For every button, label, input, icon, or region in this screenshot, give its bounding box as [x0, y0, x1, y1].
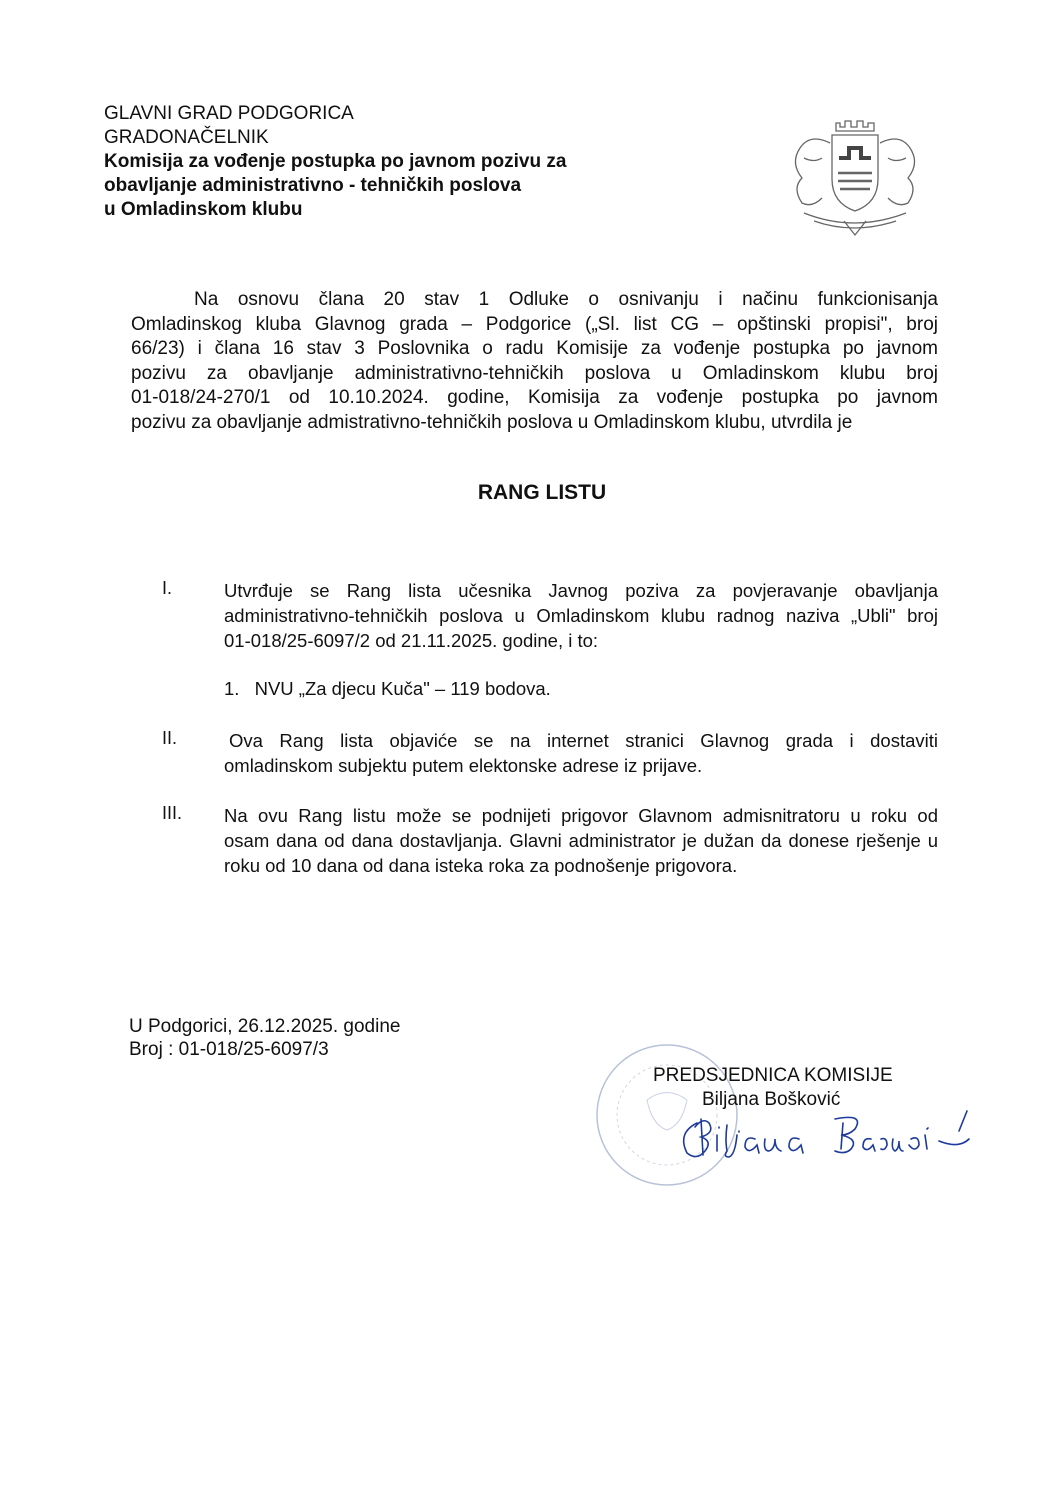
- intro-line: Na osnovu člana 20 stav 1 Odluke o osnivanju i načinu funkcionisanja: [194, 289, 938, 310]
- section-3: [224, 803, 938, 878]
- commission-name-line: u Omladinskom klubu: [104, 199, 303, 220]
- intro-line: pozivu za obavljanje administrativno-tehničkih poslova u Omladinskom klubu broj: [131, 362, 938, 384]
- section-line: administrativno-tehničkih poslova u Omladinskom klubu radnog naziva „Ubli" broj: [224, 605, 938, 626]
- section-1: [224, 578, 938, 653]
- ranking-number: 1.: [224, 678, 240, 699]
- section-line: Ova Rang lista objaviće se na internet stranici Glavnog grada i dostaviti: [229, 730, 938, 751]
- section-line: Utvrđuje se Rang lista učesnika Javnog poziva za povjeravanje obavljanja: [224, 580, 938, 601]
- section-numeral: I.: [162, 578, 173, 598]
- intro-line: 01-018/24-270/1 od 10.10.2024. godine, Komisija za vođenje postupka po javnom: [131, 387, 938, 408]
- office-name: GRADONAČELNIK: [104, 127, 269, 148]
- commission-name-line: Komisija za vođenje postupka po javnom pozivu za: [104, 151, 567, 172]
- section-line: Na ovu Rang listu može se podnijeti prigovor Glavnom admisnitratoru u roku od: [224, 805, 938, 826]
- section-line: omladinskom subjektu putem elektonske adrese iz prijave.: [224, 755, 703, 776]
- intro-line: Omladinskog kluba Glavnog grada – Podgorice („Sl. list CG – opštinski propisi", broj: [131, 313, 938, 335]
- intro-line: 66/23) i člana 16 stav 3 Poslovnika o radu Komisije za vođenje postupka po javnom: [131, 338, 938, 359]
- commission-name-line: obavljanje administrativno - tehničkih poslova: [104, 175, 522, 196]
- section-line: 01-018/25-6097/2 od 21.11.2025. godine, i to:: [224, 630, 599, 651]
- signatory-role: PREDSJEDNICA KOMISIJE: [653, 1065, 893, 1086]
- signatory-name: Biljana Bošković: [702, 1089, 841, 1110]
- document-header: [104, 102, 566, 222]
- section-numeral: II.: [162, 728, 178, 748]
- ranking-item: [224, 678, 938, 700]
- intro-paragraph: [131, 288, 938, 435]
- intro-line: pozivu za obavljanje admistrativno-tehničkih poslova u Omladinskom klubu, utvrdila je: [131, 411, 853, 433]
- document-title: [0, 481, 1058, 505]
- section-2: [224, 728, 938, 778]
- coat-of-arms-icon: [784, 113, 926, 241]
- city-name: GLAVNI GRAD PODGORICA: [104, 103, 354, 124]
- section-line: osam dana od dana dostavljanja. Glavni administrator je dužan da donese rješenje u: [224, 830, 938, 851]
- ranking-text: NVU „Za djecu Kuča" – 119 bodova.: [254, 678, 551, 699]
- section-numeral: III.: [162, 803, 183, 823]
- document-footer: [129, 1015, 400, 1061]
- section-line: roku od 10 dana od dana isteka roka za podnošenje prigovora.: [224, 855, 738, 876]
- handwritten-signature-icon: [675, 1105, 980, 1165]
- place-date: U Podgorici, 26.12.2025. godine: [129, 1016, 401, 1037]
- document-number: Broj : 01-018/25-6097/3: [129, 1039, 329, 1060]
- title-text: RANG LISTU: [477, 481, 607, 504]
